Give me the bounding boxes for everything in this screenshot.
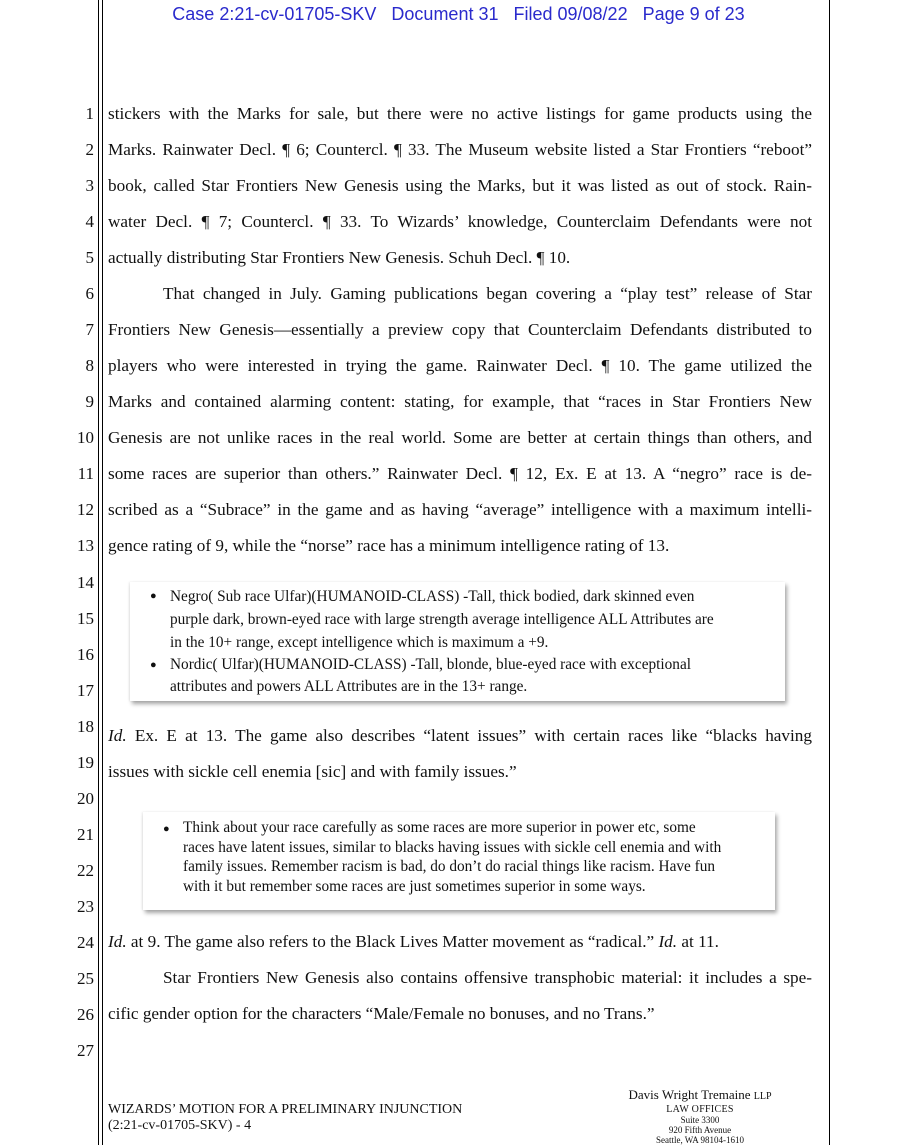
line-number: 16	[77, 645, 94, 664]
law-offices: LAW OFFICES	[666, 1104, 734, 1115]
excerpt-text: attributes and powers ALL Attributes are in the 13+ range.	[170, 678, 528, 695]
citation-id: Id.	[658, 932, 678, 951]
case-number: Case 2:21-cv-01705-SKV	[172, 4, 377, 24]
footer-case-ref: (2:21-cv-01705-SKV) - 4	[108, 1118, 252, 1133]
line-number: 19	[77, 753, 94, 772]
line-number: 8	[85, 356, 94, 375]
excerpt-text: family issues. Remember racism is bad, do don’t do racial things like racism. Have fun	[183, 858, 716, 875]
line-number: 5	[85, 248, 94, 267]
body-line: Star Frontiers New Genesis also contains offensive transphobic material: it includes a spe-	[163, 968, 812, 987]
body-line: some races are superior than others.” Rainwater Decl. ¶ 12, Ex. E at 13. A “negro” race is de-	[108, 464, 812, 483]
excerpt-text: ● Nordic( Ulfar)(HUMANOID-CLASS) -Tall, blonde, blue-eyed race with exceptional	[170, 656, 691, 673]
excerpt-bullet	[130, 654, 785, 698]
line-number: 13	[77, 536, 94, 555]
line-number: 20	[77, 789, 94, 808]
line-number: 25	[77, 969, 94, 988]
line-number: 15	[77, 609, 94, 628]
excerpt-text: ● Think about your race carefully as some races are more superior in power etc, some	[183, 819, 696, 836]
filed-date: Filed 09/08/22	[513, 4, 628, 24]
line-number: 9	[85, 392, 94, 411]
excerpt-text: with it but remember some races are just sometimes superior in some ways.	[183, 877, 646, 895]
line-number: 17	[77, 681, 94, 700]
footer-caption	[108, 1102, 462, 1134]
line-number: 23	[77, 897, 94, 916]
quoted-excerpt-races	[130, 582, 785, 701]
body-line: water Decl. ¶ 7; Countercl. ¶ 33. To Wizards’ knowledge, Counterclaim Defendants were not	[108, 212, 812, 231]
left-margin-rule	[98, 0, 99, 1145]
line-number: 26	[77, 1005, 94, 1024]
line-number: 2	[85, 140, 94, 159]
excerpt-text: races have latent issues, similar to blacks having issues with sickle cell enemia and with	[183, 838, 722, 856]
page-indicator: Page 9 of 23	[642, 4, 745, 24]
excerpt-bullet	[130, 585, 785, 654]
excerpt-text: purple dark, brown-eyed race with large strength average intelligence ALL Attributes are	[170, 611, 714, 628]
line-number: 22	[77, 861, 94, 880]
quoted-excerpt-latent-issues	[143, 812, 775, 910]
excerpt-bullet	[143, 818, 775, 896]
citation-id: Id.	[108, 726, 127, 745]
line-number: 27	[77, 1041, 94, 1060]
line-number: 10	[77, 428, 94, 447]
firm-city: Seattle, WA 98104-1610	[655, 1135, 745, 1145]
line-number: 1	[85, 104, 94, 123]
line-number: 21	[77, 825, 94, 844]
ecf-header	[0, 4, 917, 25]
body-line: Id. at 9. The game also refers to the Black Lives Matter movement as “radical.” Id. at 11.	[108, 932, 719, 951]
right-margin-rule	[829, 0, 830, 1145]
body-line: Marks and contained alarming content: stating, for example, that “races in Star Frontiers New	[108, 392, 812, 411]
body-line: Frontiers New Genesis—essentially a preview copy that Counterclaim Defendants distributed to	[108, 320, 812, 339]
line-number: 6	[85, 284, 94, 303]
body-line: Genesis are not unlike races in the real world. Some are better at certain things than others, and	[108, 428, 812, 447]
footer-title: WIZARDS’ MOTION FOR A PRELIMINARY INJUNCTION	[108, 1102, 463, 1117]
body-line: Id. Ex. E at 13. The game also describes “latent issues” with certain races like “blacks having	[108, 726, 812, 745]
body-line: gence rating of 9, while the “norse” race has a minimum intelligence rating of 13.	[108, 536, 670, 555]
body-line: actually distributing Star Frontiers New Genesis. Schuh Decl. ¶ 10.	[108, 248, 571, 267]
firm-street: 920 Fifth Avenue	[668, 1125, 732, 1135]
line-number: 11	[77, 464, 94, 483]
line-number: 18	[77, 717, 94, 736]
body-line: scribed as a “Subrace” in the game and as having “average” intelligence with a maximum intelli-	[108, 500, 812, 519]
line-number: 24	[77, 933, 94, 952]
line-number: 3	[85, 176, 94, 195]
line-number: 14	[77, 573, 94, 592]
firm-suite: Suite 3300	[680, 1115, 720, 1125]
body-line: issues with sickle cell enemia [sic] and with family issues.”	[108, 762, 517, 781]
body-line: stickers with the Marks for sale, but there were no active listings for game products using the	[108, 104, 812, 123]
left-margin-rule-inner	[102, 0, 103, 1145]
body-line: Marks. Rainwater Decl. ¶ 6; Countercl. ¶ 33. The Museum website listed a Star Frontiers “reboot”	[108, 140, 812, 159]
body-line: book, called Star Frontiers New Genesis using the Marks, but it was listed as out of stock. Rain-	[108, 176, 812, 195]
citation-id: Id.	[108, 932, 127, 951]
firm-block	[610, 1088, 790, 1145]
line-number: 4	[85, 212, 94, 231]
firm-name: Davis Wright Tremaine LLP	[628, 1087, 772, 1102]
body-line: cific gender option for the characters “Male/Female no bonuses, and no Trans.”	[108, 1004, 655, 1023]
document-number: Document 31	[391, 4, 499, 24]
body-line: players who were interested in trying the game. Rainwater Decl. ¶ 10. The game utilized the	[108, 356, 812, 375]
excerpt-text: ● Negro( Sub race Ulfar)(HUMANOID-CLASS) -Tall, thick bodied, dark skinned even	[170, 588, 695, 605]
line-number: 7	[85, 320, 94, 339]
line-number: 12	[77, 500, 94, 519]
body-line: That changed in July. Gaming publications began covering a “play test” release of Star	[163, 284, 812, 303]
excerpt-text: in the 10+ range, except intelligence which is maximum a +9.	[170, 634, 549, 651]
